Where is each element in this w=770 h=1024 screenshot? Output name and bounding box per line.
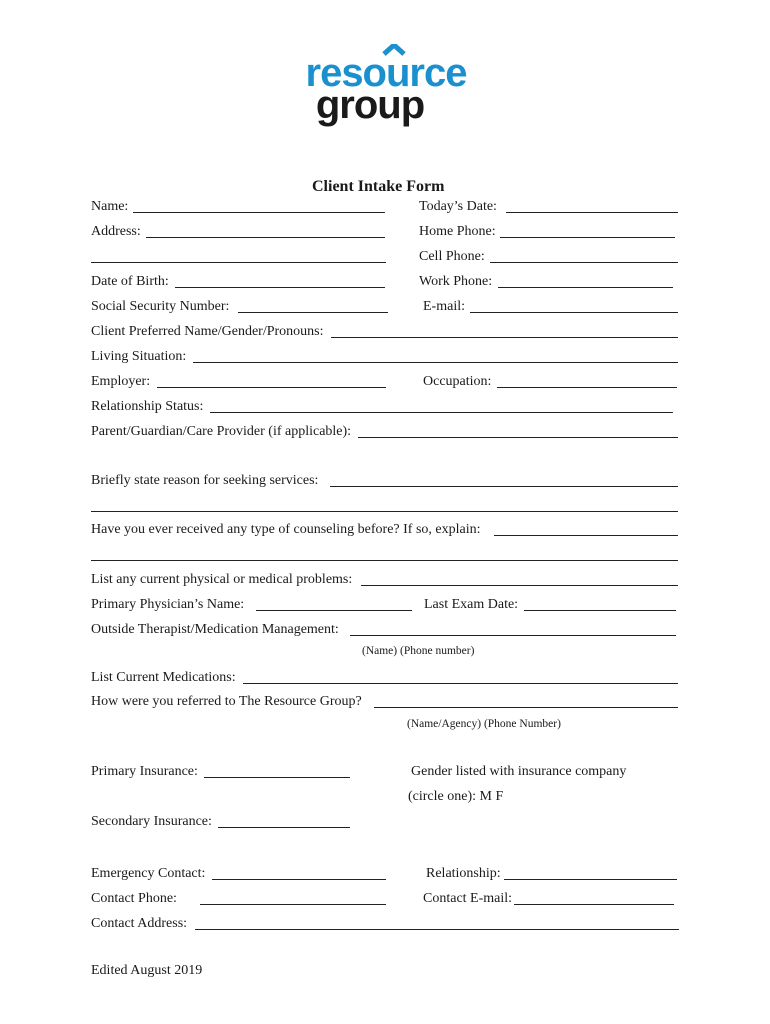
therapist-hint: (Name) (Phone number) bbox=[362, 645, 475, 657]
primary-insurance-label: Primary Insurance: bbox=[91, 764, 198, 779]
guardian-label: Parent/Guardian/Care Provider (if applicable): bbox=[91, 424, 352, 439]
logo-line2: group bbox=[315, 83, 425, 127]
dob-label: Date of Birth: bbox=[91, 274, 169, 289]
contact-address-label: Contact Address: bbox=[91, 916, 188, 931]
primary-insurance-field[interactable] bbox=[204, 777, 350, 778]
gender-circle-label: (circle one): M F bbox=[408, 789, 504, 804]
logo-line1: resource bbox=[305, 51, 467, 95]
reason-label: Briefly state reason for seeking services: bbox=[91, 473, 319, 488]
medications-field[interactable] bbox=[243, 683, 678, 684]
secondary-insurance-label: Secondary Insurance: bbox=[91, 814, 212, 829]
reason-field[interactable] bbox=[330, 486, 678, 487]
edited-date: Edited August 2019 bbox=[91, 963, 203, 978]
medications-label: List Current Medications: bbox=[91, 670, 236, 685]
work-phone-field[interactable] bbox=[498, 287, 673, 288]
address-label: Address: bbox=[91, 224, 141, 239]
relationship-label: Relationship: bbox=[426, 866, 501, 881]
medical-label: List any current physical or medical problems: bbox=[91, 572, 353, 587]
emergency-contact-label: Emergency Contact: bbox=[91, 866, 206, 881]
email-label: E-mail: bbox=[423, 299, 465, 314]
occupation-field[interactable] bbox=[497, 387, 677, 388]
employer-field[interactable] bbox=[157, 387, 386, 388]
secondary-insurance-field[interactable] bbox=[218, 827, 350, 828]
referred-label: How were you referred to The Resource Group? bbox=[91, 694, 362, 709]
address-field[interactable] bbox=[146, 237, 385, 238]
last-exam-field[interactable] bbox=[524, 610, 676, 611]
ssn-label: Social Security Number: bbox=[91, 299, 230, 314]
emergency-contact-field[interactable] bbox=[212, 879, 386, 880]
home-phone-label: Home Phone: bbox=[419, 224, 496, 239]
referred-field[interactable] bbox=[374, 707, 678, 708]
counseling-field-line2[interactable] bbox=[91, 560, 678, 561]
email-field[interactable] bbox=[470, 312, 678, 313]
medical-field[interactable] bbox=[361, 585, 678, 586]
gender-insurance-label: Gender listed with insurance company bbox=[411, 764, 627, 779]
preferred-label: Client Preferred Name/Gender/Pronouns: bbox=[91, 324, 324, 339]
address-field-line2[interactable] bbox=[91, 262, 386, 263]
contact-email-field[interactable] bbox=[514, 904, 674, 905]
relationship-status-field[interactable] bbox=[210, 412, 673, 413]
cell-phone-field[interactable] bbox=[490, 262, 678, 263]
resource-group-logo bbox=[298, 44, 474, 128]
home-phone-field[interactable] bbox=[500, 237, 675, 238]
guardian-field[interactable] bbox=[358, 437, 678, 438]
work-phone-label: Work Phone: bbox=[419, 274, 493, 289]
living-field[interactable] bbox=[193, 362, 678, 363]
physician-label: Primary Physician’s Name: bbox=[91, 597, 245, 612]
living-label: Living Situation: bbox=[91, 349, 187, 364]
relationship-field[interactable] bbox=[504, 879, 677, 880]
employer-label: Employer: bbox=[91, 374, 151, 389]
occupation-label: Occupation: bbox=[423, 374, 492, 389]
contact-address-field[interactable] bbox=[195, 929, 679, 930]
todays-date-label: Today’s Date: bbox=[419, 199, 497, 214]
last-exam-label: Last Exam Date: bbox=[424, 597, 519, 612]
contact-phone-field[interactable] bbox=[200, 904, 386, 905]
reason-field-line2[interactable] bbox=[91, 511, 678, 512]
counseling-field[interactable] bbox=[494, 535, 678, 536]
name-label: Name: bbox=[91, 199, 129, 214]
dob-field[interactable] bbox=[175, 287, 385, 288]
contact-email-label: Contact E-mail: bbox=[423, 891, 513, 906]
cell-phone-label: Cell Phone: bbox=[419, 249, 485, 264]
contact-phone-label: Contact Phone: bbox=[91, 891, 177, 906]
therapist-label: Outside Therapist/Medication Management: bbox=[91, 622, 339, 637]
referred-hint: (Name/Agency) (Phone Number) bbox=[407, 718, 561, 730]
todays-date-field[interactable] bbox=[506, 212, 678, 213]
form-title: Client Intake Form bbox=[312, 178, 445, 195]
relationship-status-label: Relationship Status: bbox=[91, 399, 204, 414]
ssn-field[interactable] bbox=[238, 312, 388, 313]
preferred-field[interactable] bbox=[331, 337, 678, 338]
name-field[interactable] bbox=[133, 212, 385, 213]
physician-field[interactable] bbox=[256, 610, 412, 611]
therapist-field[interactable] bbox=[350, 635, 676, 636]
counseling-label: Have you ever received any type of counseling before? If so, explain: bbox=[91, 522, 481, 537]
